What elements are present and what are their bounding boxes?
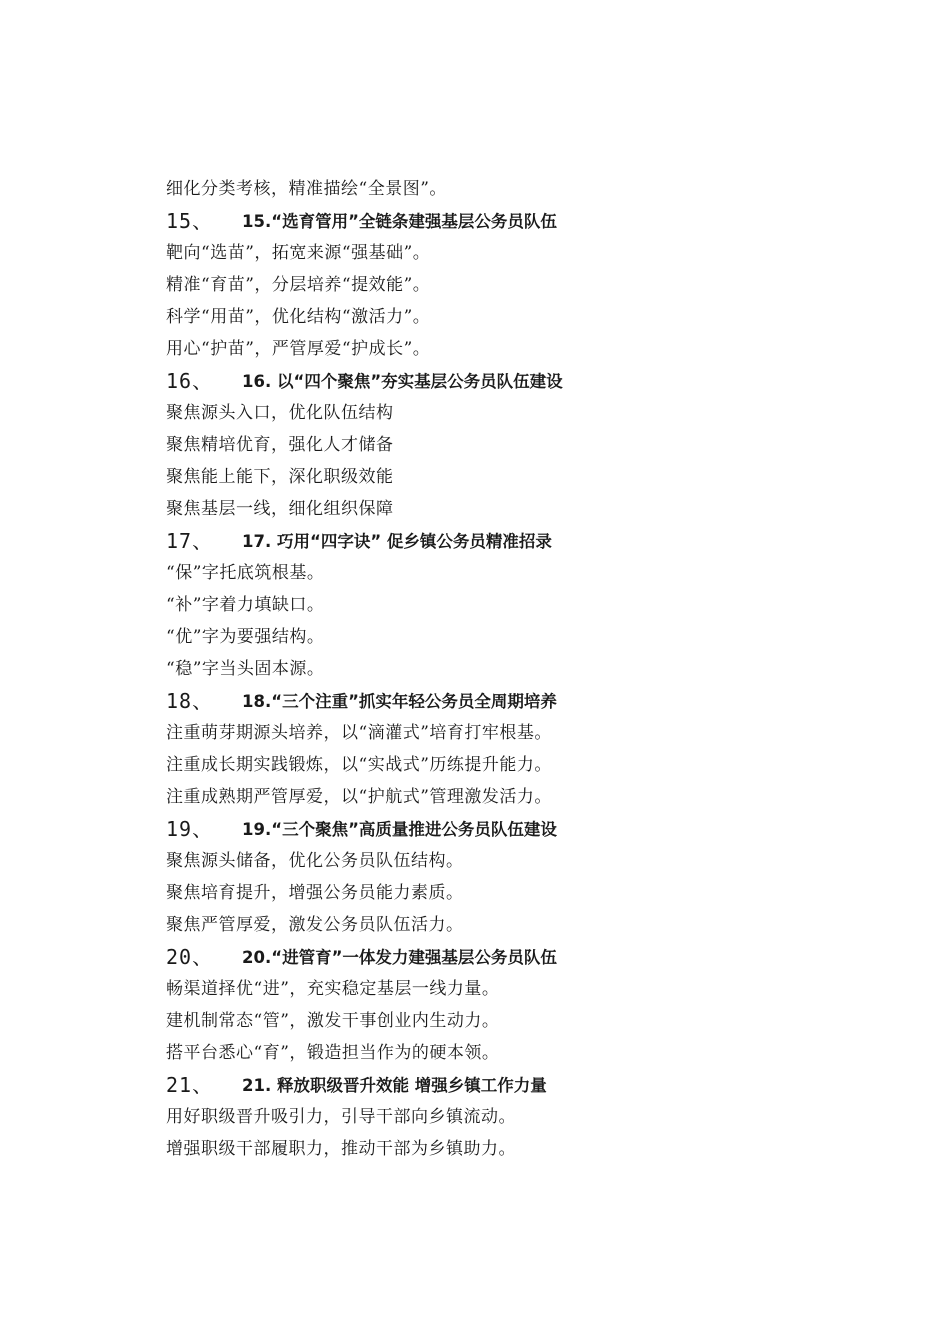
- section-line: “优”字为要强结构。: [166, 627, 325, 647]
- section-line: 靶向“选苗”，拓宽来源“强基础”。: [166, 243, 431, 263]
- section-line: 聚焦培育提升，增强公务员能力素质。: [166, 883, 464, 903]
- section-line: 用好职级晋升吸引力，引导干部向乡镇流动。: [166, 1107, 516, 1127]
- section-line: 注重成长期实践锻炼，以“实战式”历练提升能力。: [166, 755, 552, 775]
- section-16: [166, 365, 866, 525]
- section-line: 聚焦能上能下，深化职级效能: [166, 467, 394, 487]
- section-number: 17、: [166, 529, 214, 553]
- section-line: 聚焦源头入口，优化队伍结构: [166, 403, 394, 423]
- section-17: [166, 525, 866, 685]
- section-line: 注重萌芽期源头培养，以“滴灌式”培育打牢根基。: [166, 723, 552, 743]
- section-line: “稳”字当头固本源。: [166, 659, 325, 679]
- section-15: [166, 205, 866, 365]
- section-line: 建机制常态“管”，激发干事创业内生动力。: [166, 1011, 500, 1031]
- section-20: [166, 941, 866, 1069]
- section-heading: [166, 365, 866, 397]
- section-number: 16、: [166, 369, 214, 393]
- section-heading: [166, 813, 866, 845]
- section-19: [166, 813, 866, 941]
- section-number: 19、: [166, 817, 214, 841]
- section-line: “补”字着力填缺口。: [166, 595, 325, 615]
- section-list: [166, 205, 866, 1165]
- section-title: 17. 巧用“四字诀” 促乡镇公务员精准招录: [242, 532, 552, 551]
- section-title: 20.“进管育”一体发力建强基层公务员队伍: [242, 948, 557, 967]
- section-line: 增强职级干部履职力，推动干部为乡镇助力。: [166, 1139, 516, 1159]
- section-21: [166, 1069, 866, 1165]
- section-title: 21. 释放职级晋升效能 增强乡镇工作力量: [242, 1076, 547, 1095]
- section-18: [166, 685, 866, 813]
- section-line: 注重成熟期严管厚爱，以“护航式”管理激发活力。: [166, 787, 552, 807]
- section-title: 16. 以“四个聚焦”夯实基层公务员队伍建设: [242, 372, 563, 391]
- section-line: 畅渠道择优“进”，充实稳定基层一线力量。: [166, 979, 500, 999]
- section-number: 20、: [166, 945, 214, 969]
- section-line: 精准“育苗”，分层培养“提效能”。: [166, 275, 431, 295]
- intro-line: 细化分类考核，精准描绘“全景图”。: [166, 179, 447, 199]
- section-heading: [166, 525, 866, 557]
- section-heading: [166, 205, 866, 237]
- section-heading: [166, 941, 866, 973]
- section-title: 15.“选育管用”全链条建强基层公务员队伍: [242, 212, 557, 231]
- section-heading: [166, 1069, 866, 1101]
- section-line: 搭平台悉心“育”，锻造担当作为的硬本领。: [166, 1043, 500, 1063]
- section-number: 21、: [166, 1073, 214, 1097]
- section-title: 19.“三个聚焦”高质量推进公务员队伍建设: [242, 820, 557, 839]
- section-line: 用心“护苗”，严管厚爱“护成长”。: [166, 339, 431, 359]
- section-title: 18.“三个注重”抓实年轻公务员全周期培养: [242, 692, 557, 711]
- section-line: 聚焦严管厚爱，激发公务员队伍活力。: [166, 915, 464, 935]
- section-line: 科学“用苗”，优化结构“激活力”。: [166, 307, 431, 327]
- section-line: 聚焦基层一线，细化组织保障: [166, 499, 394, 519]
- section-number: 18、: [166, 689, 214, 713]
- section-heading: [166, 685, 866, 717]
- section-line: 聚焦精培优育，强化人才储备: [166, 435, 394, 455]
- document-body: [166, 173, 866, 1165]
- section-line: 聚焦源头储备，优化公务员队伍结构。: [166, 851, 464, 871]
- section-number: 15、: [166, 209, 214, 233]
- section-line: “保”字托底筑根基。: [166, 563, 325, 583]
